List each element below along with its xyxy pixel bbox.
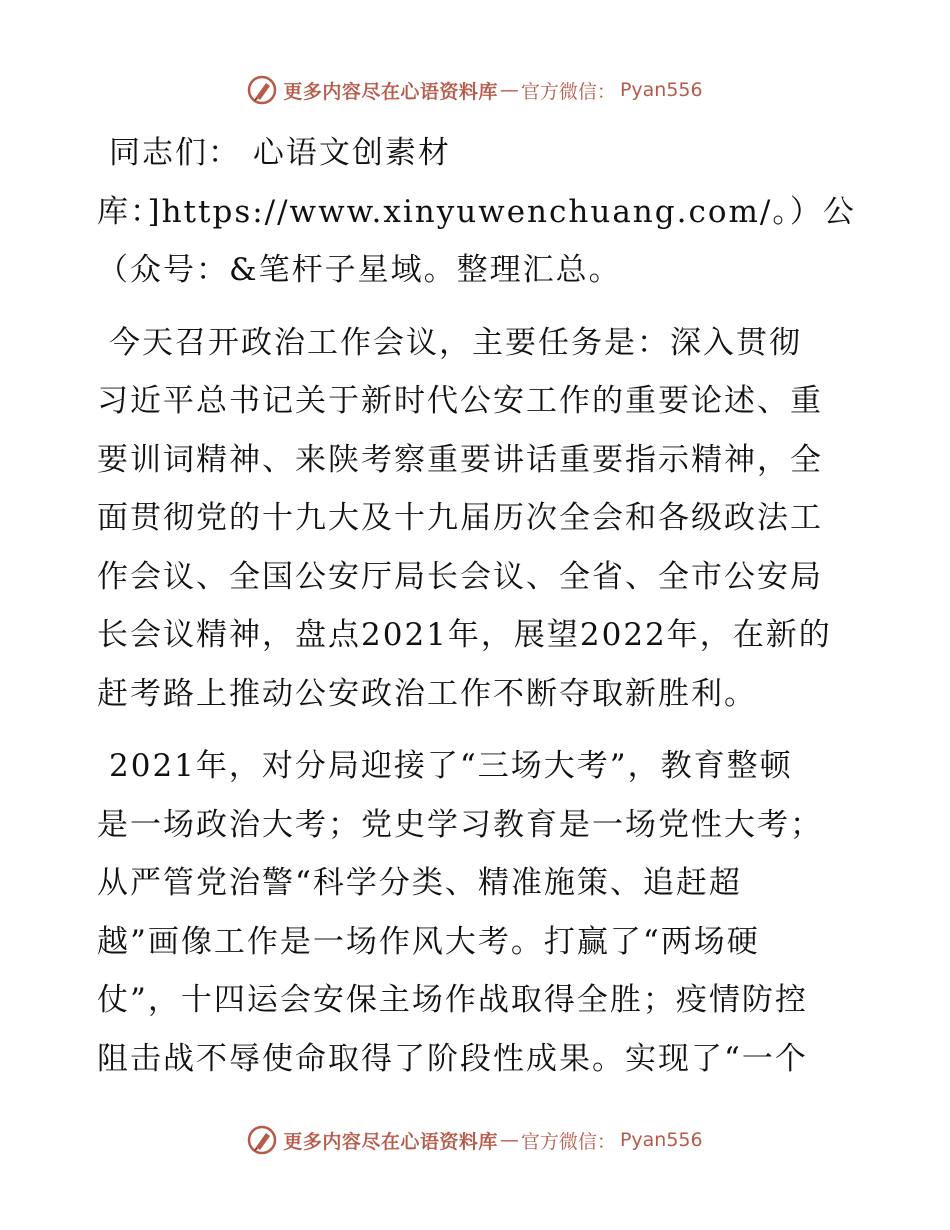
text-line: 从严管党治警“科学分类、精准施策、追赶超 <box>97 865 742 901</box>
text-line: 习近平总书记关于新时代公安工作的重要论述、重 <box>97 383 823 419</box>
paragraph <box>97 314 857 724</box>
banner-separator: — <box>499 1129 519 1151</box>
footer-watermark-banner <box>0 1122 950 1158</box>
text-line: 是一场政治大考；党史学习教育是一场党性大考； <box>97 806 823 843</box>
banner-main-text: 更多内容尽在心语资料库 <box>283 80 498 103</box>
text-line: 今天召开政治工作会议，主要任务是：深入贯彻 <box>109 324 802 361</box>
text-line: （众号：&笔杆子星域。整理汇总。 <box>97 252 622 288</box>
text-line: 长会议精神，盘点2021年，展望2022年，在新的 <box>97 617 832 653</box>
paragraph <box>97 124 857 300</box>
banner-official-label: 官方微信： <box>520 1130 616 1153</box>
text-line: 阻击战不辱使命取得了阶段性成果。实现了“一个 <box>97 1040 808 1077</box>
text-line: 库：]https://www.xinyuwenchuang.com/。）公 <box>97 193 856 230</box>
text-line: 赶考路上推动公安政治工作不断夺取新胜利。 <box>97 675 757 712</box>
text-line: 仗”，十四运会安保主场作战取得全胜；疫情防控 <box>97 982 808 1018</box>
text-line: 2021年，对分局迎接了“三场大考”，教育整顿 <box>109 748 793 784</box>
text-line: 同志们： 心语文创素材 <box>109 135 451 171</box>
pen-nib-logo-icon <box>247 75 277 105</box>
banner-wechat-id: Pyan556 <box>619 1129 703 1151</box>
text-line: 面贯彻党的十九大及十九届历次全会和各级政法工 <box>97 500 823 536</box>
text-line: 作会议、全国公安厅局长会议、全省、全市公安局 <box>97 558 823 595</box>
pen-nib-logo-icon <box>247 1125 277 1155</box>
banner-official-label: 官方微信： <box>520 80 616 103</box>
document-body <box>97 124 857 1088</box>
paragraph <box>97 737 857 1088</box>
banner-main-text: 更多内容尽在心语资料库 <box>283 1130 498 1153</box>
header-watermark-banner <box>0 72 950 108</box>
text-line: 要训词精神、来陕考察重要讲话重要指示精神，全 <box>97 441 823 478</box>
banner-wechat-id: Pyan556 <box>619 79 703 101</box>
banner-separator: — <box>499 79 519 101</box>
text-line: 越”画像工作是一场作风大考。打赢了“两场硬 <box>97 923 760 960</box>
